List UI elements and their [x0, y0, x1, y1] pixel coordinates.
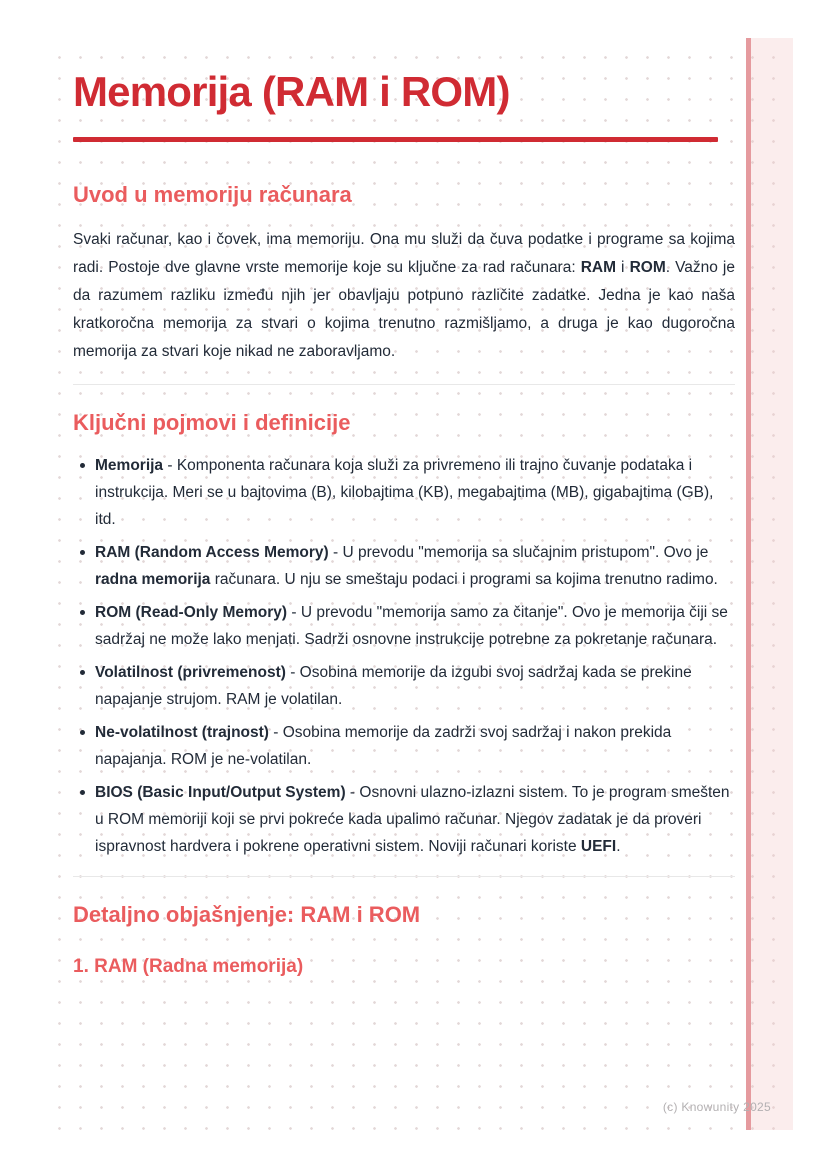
page-title: Memorija (RAM i ROM) — [73, 68, 510, 115]
intro-paragraph: Svaki računar, kao i čovek, ima memoriju. Ona mu služi da čuva podatke i programe sa kojima radi. Postoje dve glavne vrste memorije koje su ključne za rad računara: RAM i ROM. Važno je da razumem razliku između njih jer obavljaju potpuno različite zadatke. Jedna je kao naša kratkoročna memorija za stvari o kojima trenutno razmišljamo, a druga je kao dugoročna memorija za stvari koje nikad ne zaboravljamo. — [73, 230, 735, 360]
section-heading-terms: Ključni pojmovi i definicije — [73, 409, 351, 435]
notes-page — [40, 38, 793, 1130]
section-heading-intro: Uvod u memoriju računara — [73, 182, 352, 208]
section-divider — [73, 384, 735, 385]
title-underline — [73, 137, 718, 142]
subsection-heading-ram: 1. RAM (Radna memorija) — [73, 955, 304, 977]
section-heading-detail: Detaljno objašnjenje: RAM i ROM — [73, 902, 421, 928]
section-divider — [73, 876, 735, 877]
page-content — [40, 38, 793, 979]
list-item-volatilnost: Volatilnost (privremenost) - Osobina memorije da izgubi svoj sadržaj kada se prekine napajanje strujom. RAM je volatilan. — [73, 659, 735, 713]
list-item-bios: BIOS (Basic Input/Output System) - Osnovni ulazno-izlazni sistem. To je program smešten u ROM memoriji koji se prvi pokreće kada upalimo računar. Njegov zadatak je da proveri ispravnost hardvera i pokrene operativni sistem. Noviji računari koriste UEFI. — [73, 779, 735, 860]
definitions-list — [73, 452, 735, 860]
copyright-note: (c) Knowunity 2025 — [662, 1100, 771, 1114]
list-item-rom: ROM (Read-Only Memory) - U prevodu "memorija samo za čitanje". Ovo je memorija čiji se sadržaj ne može lako menjati. Sadrži osnovne instrukcije potrebne za pokretanje računara. — [73, 599, 735, 653]
list-item-memorija: Memorija - Komponenta računara koja služi za privremeno ili trajno čuvanje podataka i instrukcija. Meri se u bajtovima (B), kilobajtima (KB), megabajtima (MB), gigabajtima (GB), itd. — [73, 452, 735, 533]
list-item-ram: RAM (Random Access Memory) - U prevodu "memorija sa slučajnim pristupom". Ovo je radna memorija računara. U nju se smeštaju podaci i programi sa kojima trenutno radimo. — [73, 539, 735, 593]
list-item-ne-volatilnost: Ne-volatilnost (trajnost) - Osobina memorije da zadrži svoj sadržaj i nakon prekida napajanja. ROM je ne-volatilan. — [73, 719, 735, 773]
